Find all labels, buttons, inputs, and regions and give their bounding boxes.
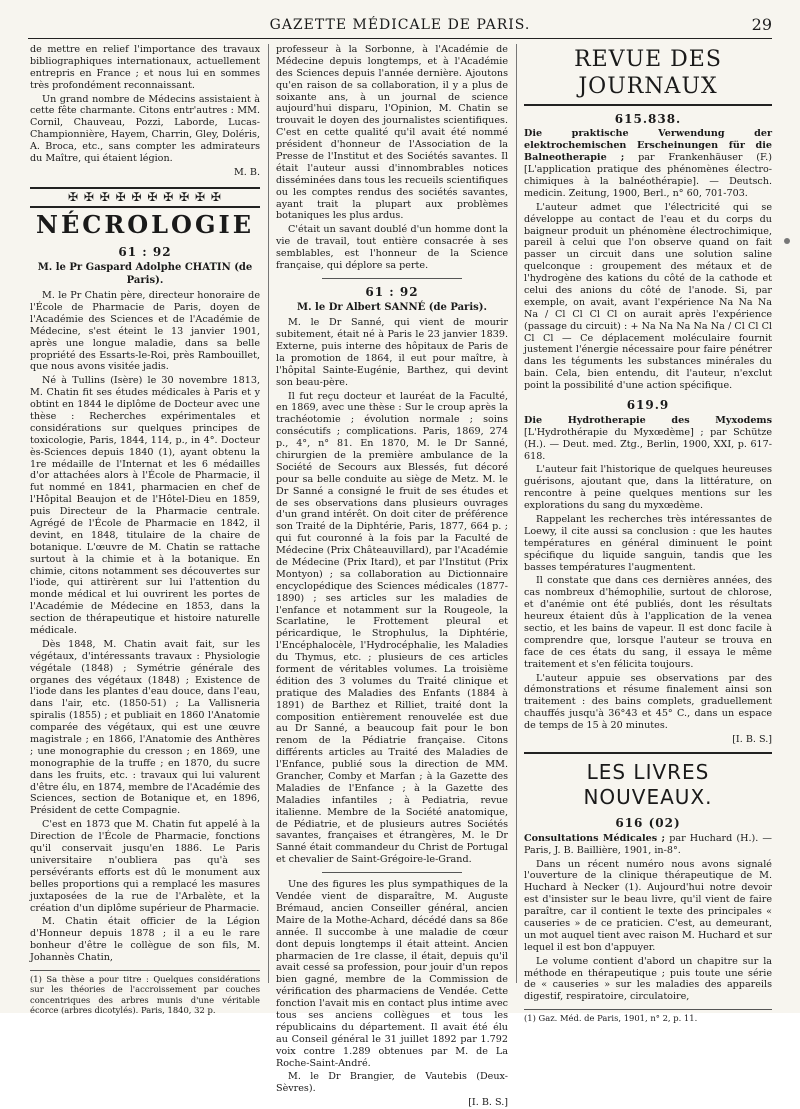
- reference-title: Die Hydrotherapie des Myxodems: [524, 414, 772, 426]
- paragraph: professeur à la Sorbonne, à l'Académie de Médecine depuis longtemps, et à l'Académie des Sciences depuis l'année dernière. Ajoutons qu'en raison de sa collaboration, il y a plus de soixante ans, à un journal de science aujourd'hui disparu, l'Opinion, M. Chatin se trouvait le doyen des journalistes scientifiques. C'est en cette qualité qu'il avait été nommé président d'honneur de l'Association de la Presse de l'Institut et des Sociétés savantes. Il était l'auteur aussi d'innombrables notices disséminées dans tous les recueils scientifiques ou les comptes rendus des sociétés savantes, ayant trait la plupart aux problèmes botaniques les plus ardus.: [276, 44, 508, 222]
- paragraph: C'est en 1873 que M. Chatin fut appelé à la Direction de l'École de Pharmacie, fonctions qu'il conservait jusqu'en 1886. Le Paris universitaire n'oubliera pas qu'à ses persévérants efforts est dû le monument aux belles proportions qui a remplacé les masures juxtaposées de la rue de l'Arbalète, et la création d'un diplôme supérieur de Pharmacie.: [30, 819, 260, 914]
- margin-dot: [784, 238, 790, 244]
- section-title-livres: LES LIVRES NOUVEAUX.: [524, 752, 772, 810]
- paragraph: L'auteur fait l'historique de quelques heureuses guérisons, ajoutant que, dans la littérature, on rencontre à peine quelques mentions sur les explorations du sang du myxœdème.: [524, 464, 772, 512]
- column-right: [524, 44, 772, 1024]
- reference-title: Consultations Médicales ;: [524, 832, 666, 844]
- signature: M. B.: [233, 166, 260, 178]
- classification-number: 616 (02): [615, 815, 681, 830]
- obituary-name: M. le Dr Albert SANNÉ (de Paris).: [297, 301, 487, 313]
- paragraph: Il fut reçu docteur et lauréat de la Faculté, en 1869, avec une thèse : Sur le croup après la trachéotomie ; évolution normale ; soins consécutifs ; complications. Paris, 1869, 274 p., 4°, n° 81. En 1870, M. le Dr Sanné, chirurgien de la première ambulance de la Société de Secours aux Blessés, fut décoré pour sa belle conduite au siège de Metz. M. le Dr Sanné a consigné le fruit de ses études et de ses observations dans plusieurs ouvrages d'un grand intérêt. On doit citer de préférence son Traité de la Diphtérie, Paris, 1877, 664 p. ; qui fut couronné à la fois par la Faculté de Médecine (Prix Châteauvillard), par l'Académie de Médecine (Prix Itard), et par l'Institut (Prix Montyon) ; sa collaboration au Dictionnaire encyclopédique des Sciences médicales (1877-1890) ; ses articles sur les maladies de l'enfance et notamment sur la Rougeole, la Scarlatine, le Frottement pleural et péricardique, le Strophulus, la Diphtérie, l'Encéphalocèle, l'Hydrocéphalie, les Maladies du Thymus, etc. ; plusieurs de ces articles forment de véritables volumes. La troisième édition des 3 volumes du Traité clinique et pratique des Maladies des Enfants (1884 à 1891) de Barthez et Rilliet, traité dont la composition entièrement renouvelée est due au Dr Sanné, a beaucoup fait pour le bon renom de la Pédiatrie française. Citons différents articles au Traité des Maladies de l'Enfance, publié sous la direction de MM. Grancher, Comby et Marfan ; à la Gazette des Maladies de l'Enfance ; à la Gazette des Maladies infantiles ; à Pediatria, revue italienne. Membre de la Société anatomique, de Pédiatrie, et de plusieurs autres Sociétés savantes, françaises et étrangères, M. le Dr Sanné était commandeur du Christ de Portugal et chevalier de Saint-Grégoire-le-Grand.: [276, 390, 508, 866]
- paragraph: Rappelant les recherches très intéressantes de Loewy, il cite aussi sa conclusion : que les hautes températures en général diminuent le point spécifique du liquide sanguin, tandis que les basses températures l'augmentent.: [524, 514, 772, 573]
- column-divider: [516, 44, 517, 983]
- page-number: 29: [751, 15, 772, 34]
- paragraph: Il constate que dans ces dernières années, des cas nombreux d'hémophilie, surtout de chlorose, et d'anémie ont été publiés, dont les résultats heureux étaient dûs à l'application de la venea sectio, et les bains de vapeur. Il est donc facile à comprendre que, lorsque l'auteur se trouva en face de ces états du sang, il essaya le même traitement et s'en félicita toujours.: [524, 575, 772, 670]
- paragraph: L'auteur admet que l'électricité qui se développe au contact de l'eau et du corps du baigneur produit un phénomène électrochimique, pareil à celui que l'on observe quand on fait passer un circuit dans une solution saline quelconque : groupement des métaux et de l'hydrogène des kations du côté de la cathode et celui des anions du côté de l'anode. Si, par exemple, on avait, avant l'expérience Na Na Na Na / Cl Cl Cl Cl on aurait après l'expérience (passage du circuit) : + Na Na Na Na Na / Cl Cl Cl Cl Cl — Ce déplacement moléculaire fournit justement l'énergie nécessaire pour faire pénétrer dans les téguments les substances minérales du bain. Cela, bien entendu, dit l'auteur, n'exclut point la possibilité d'une action spécifique.: [524, 201, 772, 392]
- classification-number: 61 : 92: [365, 284, 419, 299]
- reference-title: Die praktische Verwendung der elektrochemischen Erscheinungen für die Balneotherapie ;: [524, 128, 772, 164]
- separator: [322, 278, 461, 279]
- separator: [322, 872, 461, 873]
- journal-title: GAZETTE MÉDICALE DE PARIS.: [269, 17, 531, 33]
- signature: [I. B. S.]: [468, 1097, 508, 1109]
- paragraph: L'auteur appuie ses observations par des démonstrations et résume finalement ainsi son traitement : des bains complets, graduellement chauffés jusqu'à 36°43 et 45° C., dans un espace de temps de 15 à 20 minutes.: [524, 672, 772, 732]
- paragraph: Le volume contient d'abord un chapitre sur la méthode en thérapeutique ; puis toute une série de « causeries » sur les maladies des appareils digestif, respiratoire, circulatoire,: [524, 955, 772, 1003]
- paragraph: de mettre en relief l'importance des travaux bibliographiques internationaux, actuellement entrepris en France ; et nous lui en sommes très profondément reconnaissant.: [30, 44, 260, 91]
- paragraph: Né à Tullins (Isère) le 30 novembre 1813, M. Chatin fit ses études médicales à Paris et y obtint en 1844 le diplôme de Docteur avec une thèse : Recherches expérimentales et considérations sur quelques principes de toxicologie, Paris, 1844, 114, p., in 4°. Docteur ès-Sciences depuis 1840 (1), ayant obtenu la 1re médaille de l'Internat et les 6 médailles d'or attachées alors à l'École de Pharmacie, il fut nommé en 1841, pharmacien en chef de l'Hôpital Beaujon et de l'Hôtel-Dieu en 1859, puis Directeur de la Pharmacie centrale. Agrégé de l'École de Pharmacie en 1842, il devint, en 1848, titulaire de la chaire de botanique. L'œuvre de M. Chatin se rattache surtout à la chimie et à la botanique. En chimie, citons notamment ses découvertes sur l'iode, qui attirèrent sur lui l'attention du monde médical et lui ouvrirent les portes de l'Académie de Médecine en 1853, dans la section de thérapeutique et histoire naturelle médicale.: [30, 375, 260, 637]
- paragraph: M. le Pr Chatin père, directeur honoraire de l'École de Pharmacie de Paris, doyen de l'Académie des Sciences et de l'Académie de Médecine, s'est éteint le 13 janvier 1901, après une longue maladie, dans sa belle propriété des Essarts-le-Roi, près Rambouillet, que nous avons visitée jadis.: [30, 290, 260, 373]
- column-left: [30, 44, 260, 1016]
- section-title-revue: REVUE DES JOURNAUX: [524, 46, 772, 106]
- classification-number: 615.838.: [614, 111, 682, 126]
- paragraph: Un grand nombre de Médecins assistaient à cette fête charmante. Citons entr'autres : MM. Cornil, Chauveau, Pozzi, Laborde, Lucas-Championnière, Hayem, Charrin, Gley, Doléris, A. Broca, etc., sans compter les admirateurs du Maître, qui étaient légion.: [30, 93, 260, 165]
- column-middle: [276, 44, 508, 1109]
- paragraph: Dès 1848, M. Chatin avait fait, sur les végétaux, d'intéressants travaux : Physiologie végétale (1848) ; Symétrie générale des organes des végétaux (1848) ; Existence de l'iode dans les plantes d'eau douce, dans l'eau, dans l'air, etc. (1850-51) ; La Vallisneria spiralis (1855) ; et publiait en 1860 l'Anatomie comparée des végétaux, qui est une œuvre magistrale ; en 1866, l'Anatomie des Anthères ; une monographie du cresson ; en 1869, une monographie de la truffe ; en 1870, du sucre dans les fruits, etc. : travaux qui lui valurent d'être élu, en 1874, membre de l'Académie des Sciences, section de Botanique et, en 1896, Président de cette Compagnie.: [30, 638, 260, 817]
- reference-details: par Frankenhäuser (F.) [L'application pratique des phénomènes électro-chimiques à la balnéothérapie]. — Deutsch. medicin. Zeitung, 1900, Berl., n° 60, 701-703.: [524, 152, 772, 199]
- classification-number: 61 : 92: [118, 245, 172, 260]
- reference-details: par Huchard (H.). — Paris, J. B. Baillière, 1901, in-8°.: [524, 832, 772, 856]
- signature-line: M. le Dr Brangier, de Vautebis (Deux-Sèvres).: [276, 1071, 508, 1095]
- paragraph: Dans un récent numéro nous avons signalé l'ouverture de la clinique thérapeutique de M. Huchard à Necker (1). Aujourd'hui notre devoir est d'insister sur le beau livre, qu'il vient de faire paraître, car il contient le texte des principales « causeries » de ce praticien. C'est, au demeurant, un mot auquel tient avec raison M. Huchard et sur lequel il est bon d'appuyer.: [524, 858, 772, 953]
- footnote: (1) Gaz. Méd. de Paris, 1901, n° 2, p. 11.: [524, 1009, 772, 1023]
- obituary-name: M. le Pr Gaspard Adolphe CHATIN (de Paris).: [37, 262, 253, 286]
- paragraph: Une des figures les plus sympathiques de la Vendée vient de disparaître, M. Auguste Brémaud, ancien Conseiller général, ancien Maire de la Mothe-Achard, décédé dans sa 86e année. Il succombe à une maladie de cœur dont depuis longtemps il était atteint. Ancien pharmacien de 1re classe, il était, depuis qu'il avait cessé sa profession, pour jouir d'un repos bien gagné, membre de la Commission de vérification des pharmaciens de Vendée. Cette fonction l'avait mis en contact plus intime avec tous ses anciens collègues et tous les républicains du département. Il avait été élu au Conseil général le 31 juillet 1892 par 1.792 voix contre 1.289 obtenues par M. de La Roche-Saint-André.: [276, 879, 508, 1069]
- footnote: (1) Sa thèse a pour titre : Quelques considérations sur les théories de l'accroissement par couches concentriques des arbres munis d'une véritable écorce (arbres dicotylés). Paris, 1840, 32 p.: [30, 970, 260, 1016]
- paragraph: M. Chatin était officier de la Légion d'Honneur depuis 1878 ; il a eu le rare bonheur d'être le collègue de son fils, M. Johannès Chatin,: [30, 916, 260, 964]
- reference-details: [L'Hydrothérapie du Myxœdème] ; par Schütze (H.). — Deut. med. Ztg., Berlin, 1900, XXI, p. 617-618.: [524, 426, 772, 462]
- page-header: [28, 12, 772, 39]
- ornament-band: ✠ ✠ ✠ ✠ ✠ ✠ ✠ ✠ ✠ ✠: [30, 187, 260, 208]
- signature: [I. B. S.]: [732, 734, 772, 746]
- paragraph: C'était un savant doublé d'un homme dont la vie de travail, tout entière consacrée à ses semblables, est l'honneur de la Science française, qui déplore sa perte.: [276, 224, 508, 272]
- paragraph: M. le Dr Sanné, qui vient de mourir subitement, était né à Paris le 23 janvier 1839. Externe, puis interne des hôpitaux de Paris de la promotion de 1864, il eut pour maître, à l'hôpital Sainte-Eugénie, Barthez, qui devint son beau-père.: [276, 317, 508, 388]
- classification-number: 619.9: [626, 398, 670, 412]
- column-divider: [268, 44, 269, 983]
- section-title-necrologie: NÉCROLOGIE: [36, 209, 254, 239]
